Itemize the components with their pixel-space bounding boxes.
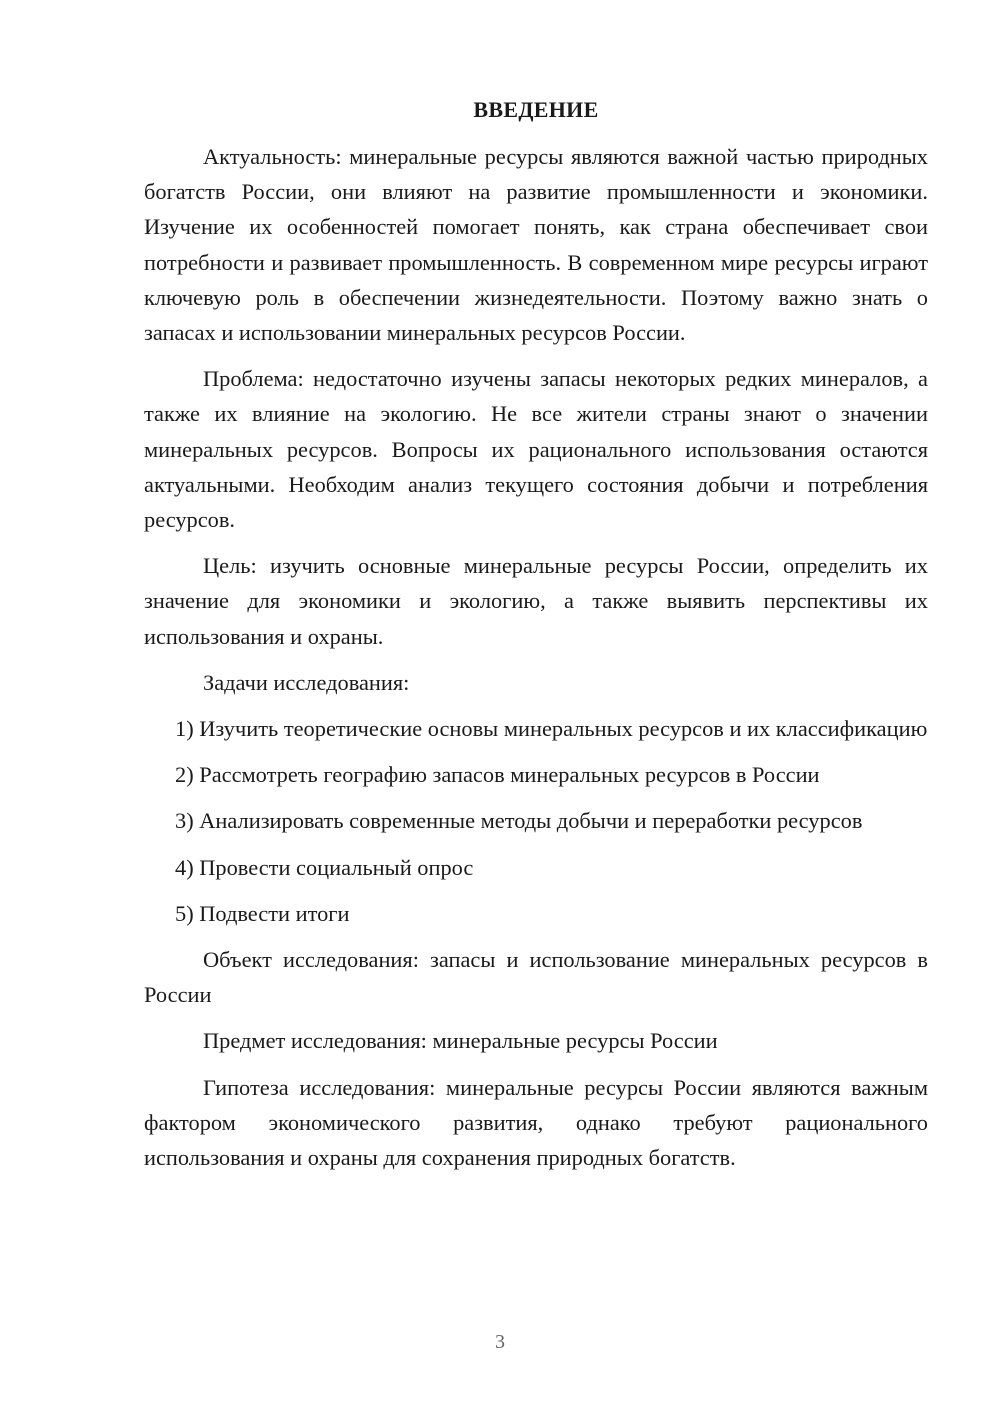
paragraph-hypothesis: Гипотеза исследования: минеральные ресурсы России являются важным фактором экономического развития, однако требуют рационального использования и охраны для сохранения природных богатств. bbox=[144, 1074, 928, 1171]
document-page bbox=[144, 92, 928, 1186]
task-item: 5) Подвести итоги bbox=[175, 900, 350, 926]
paragraph-problem: Проблема: недостаточно изучены запасы некоторых редких минералов, а также их влияние на экологию. Не все жители страны знают о значении минеральных ресурсов. Вопросы их рационального использования остаются актуальными. Необходим анализ текущего состояния добычи и потребления ресурсов. bbox=[144, 366, 928, 533]
task-item: 2) Рассмотреть географию запасов минеральных ресурсов в России bbox=[175, 762, 820, 788]
paragraph-subject: Предмет исследования: минеральные ресурсы России bbox=[203, 1028, 718, 1054]
task-item: 1) Изучить теоретические основы минеральных ресурсов и их классификацию bbox=[175, 716, 928, 742]
paragraph-goal: Цель: изучить основные минеральные ресурсы России, определить их значение для экономики и экологию, а также выявить перспективы их использования и охраны. bbox=[144, 553, 928, 649]
task-item: 4) Провести социальный опрос bbox=[175, 854, 474, 880]
paragraph-relevance: Актуальность: минеральные ресурсы являются важной частью природных богатств России, они влияют на развитие промышленности и экономики. Изучение их особенностей помогает понять, как страна обеспечивает свои потребности и развивает промышленность. В современном мире ресурсы играют ключевую роль в обеспечении жизнедеятельности. Поэтому важно знать о запасах и использовании минеральных ресурсов России. bbox=[144, 144, 928, 346]
paragraph-object: Объект исследования: запасы и использование минеральных ресурсов в России bbox=[144, 947, 928, 1008]
task-item: 3) Анализировать современные методы добычи и переработки ресурсов bbox=[175, 808, 863, 834]
page-number: 3 bbox=[495, 1331, 505, 1353]
tasks-heading: Задачи исследования: bbox=[203, 669, 410, 695]
page-title: ВВЕДЕНИЕ bbox=[473, 97, 599, 122]
